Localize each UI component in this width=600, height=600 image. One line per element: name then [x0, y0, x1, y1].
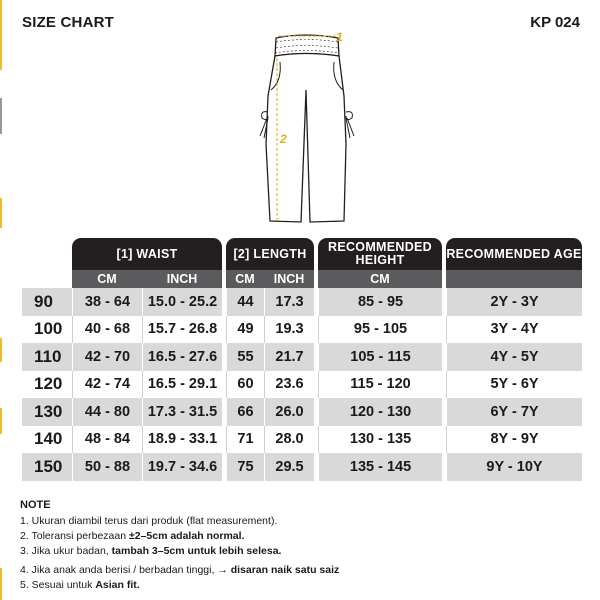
edge-accent: [0, 338, 2, 362]
size-cell: 120: [22, 371, 72, 399]
waist-inch-cell: 17.3 - 31.5: [142, 398, 222, 426]
table-row: [22, 343, 582, 371]
table-row: [22, 288, 582, 316]
edge-accent: [0, 98, 2, 134]
length-inch-cell: 26.0: [264, 398, 314, 426]
age-cell: 3Y - 4Y: [446, 316, 582, 344]
edge-accent: [0, 408, 2, 434]
page-title: SIZE CHART: [22, 14, 114, 31]
size-cell: 100: [22, 316, 72, 344]
length-inch-cell: 21.7: [264, 343, 314, 371]
length-cm-cell: 60: [226, 371, 264, 399]
waist-inch-cell: 19.7 - 34.6: [142, 453, 222, 481]
header-height: RECOMMENDED HEIGHT: [318, 238, 442, 270]
length-inch-cell: 19.3: [264, 316, 314, 344]
length-cm-cell: 55: [226, 343, 264, 371]
length-cm-cell: 66: [226, 398, 264, 426]
waist-cm-cell: 42 - 70: [72, 343, 142, 371]
product-code: KP 024: [530, 14, 580, 31]
unit-cm: CM: [318, 270, 442, 288]
table-row: [22, 316, 582, 344]
waist-cm-cell: 50 - 88: [72, 453, 142, 481]
size-cell: 130: [22, 398, 72, 426]
age-cell: 4Y - 5Y: [446, 343, 582, 371]
size-cell: 90: [22, 288, 72, 316]
waist-cm-cell: 44 - 80: [72, 398, 142, 426]
note-item: 1. Ukuran diambil terus dari produk (flat measurement).: [20, 515, 278, 527]
size-cell: 150: [22, 453, 72, 481]
table-row: [22, 453, 582, 481]
age-cell: 2Y - 3Y: [446, 288, 582, 316]
height-cell: 105 - 115: [318, 343, 442, 371]
waist-cm-cell: 48 - 84: [72, 426, 142, 454]
note-item: 5. Sesuai untuk Asian fit.: [20, 579, 140, 591]
length-cm-cell: 49: [226, 316, 264, 344]
height-cell: 115 - 120: [318, 371, 442, 399]
header-age: RECOMMENDED AGE: [446, 238, 582, 270]
notes-heading: NOTE: [20, 499, 51, 511]
length-cm-cell: 71: [226, 426, 264, 454]
waist-inch-cell: 18.9 - 33.1: [142, 426, 222, 454]
length-inch-cell: 29.5: [264, 453, 314, 481]
height-cell: 130 - 135: [318, 426, 442, 454]
waist-inch-cell: 15.7 - 26.8: [142, 316, 222, 344]
height-cell: 135 - 145: [318, 453, 442, 481]
height-cell: 85 - 95: [318, 288, 442, 316]
header-waist: [1] WAIST: [72, 238, 222, 270]
age-cell: 6Y - 7Y: [446, 398, 582, 426]
waist-marker: 1: [336, 30, 343, 44]
length-cm-cell: 75: [226, 453, 264, 481]
length-marker: 2: [280, 132, 287, 146]
unit-inch: INCH: [142, 270, 222, 288]
age-cell: 8Y - 9Y: [446, 426, 582, 454]
waist-inch-cell: 16.5 - 29.1: [142, 371, 222, 399]
table-row: [22, 371, 582, 399]
edge-accent: [0, 568, 2, 600]
header-length: [2] LENGTH: [226, 238, 314, 270]
waist-cm-cell: 38 - 64: [72, 288, 142, 316]
pants-illustration: [240, 26, 370, 231]
notes-section: [20, 498, 339, 593]
length-inch-cell: 28.0: [264, 426, 314, 454]
age-cell: 5Y - 6Y: [446, 371, 582, 399]
waist-cm-cell: 42 - 74: [72, 371, 142, 399]
height-cell: 120 - 130: [318, 398, 442, 426]
size-cell: 140: [22, 426, 72, 454]
waist-cm-cell: 40 - 68: [72, 316, 142, 344]
table-row: [22, 426, 582, 454]
pants-icon: [240, 26, 370, 231]
note-item: 3. Jika ukur badan, tambah 3–5cm untuk lebih selesa.: [20, 545, 282, 557]
unit-cm: CM: [72, 270, 142, 288]
length-inch-cell: 23.6: [264, 371, 314, 399]
height-cell: 95 - 105: [318, 316, 442, 344]
note-item: 2. Toleransi perbezaan ±2–5cm adalah normal.: [20, 530, 245, 542]
edge-accent: [0, 198, 2, 228]
note-item: 4. Jika anak anda berisi / berbadan tinggi, → disaran naik satu saiz: [20, 564, 340, 576]
length-inch-cell: 17.3: [264, 288, 314, 316]
size-cell: 110: [22, 343, 72, 371]
edge-accent: [0, 0, 2, 70]
unit-inch: INCH: [264, 270, 314, 288]
unit-cm: CM: [226, 270, 264, 288]
waist-inch-cell: 15.0 - 25.2: [142, 288, 222, 316]
length-cm-cell: 44: [226, 288, 264, 316]
table-row: [22, 398, 582, 426]
age-cell: 9Y - 10Y: [446, 453, 582, 481]
size-table: [22, 238, 582, 481]
waist-inch-cell: 16.5 - 27.6: [142, 343, 222, 371]
